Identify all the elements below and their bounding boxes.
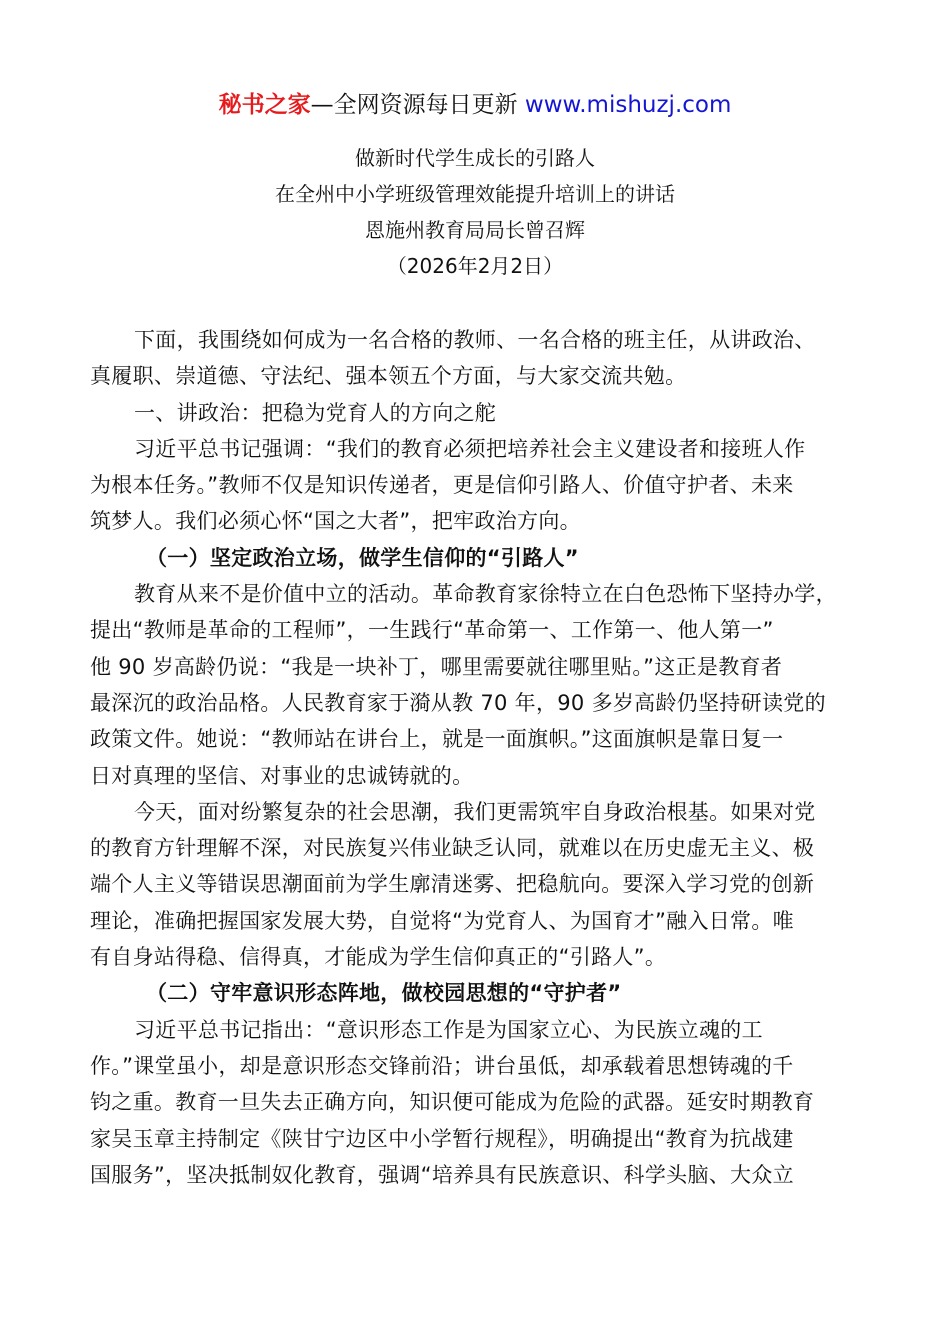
paragraph-line: 为根本任务。”教师不仅是知识传递者，更是信仰引路人、价值守护者、未来 bbox=[90, 473, 794, 498]
document-date: （2026年2月2日） bbox=[386, 254, 564, 278]
site-url-link[interactable]: www.mishuzj.com bbox=[524, 92, 732, 118]
document-subtitle: 在全州中小学班级管理效能提升培训上的讲话 bbox=[275, 182, 675, 206]
paragraph-line: 今天，面对纷繁复杂的社会思潮，我们更需筑牢自身政治根基。如果对党 bbox=[134, 799, 816, 824]
section-subheading: （一）坚定政治立场，做学生信仰的“引路人” bbox=[146, 545, 579, 570]
paragraph-line: 钧之重。教育一旦失去正确方向，知识便可能成为危险的武器。延安时期教育 bbox=[90, 1090, 815, 1115]
banner-tagline: —全网资源每日更新 bbox=[310, 92, 518, 118]
paragraph-line: 真履职、崇道德、守法纪、强本领五个方面，与大家交流共勉。 bbox=[90, 364, 687, 389]
paragraph-line: 最深沉的政治品格。人民教育家于漪从教 70 年，90 多岁高龄仍坚持研读党的 bbox=[90, 690, 826, 715]
paragraph-line: 筑梦人。我们必须心怀“国之大者”，把牢政治方向。 bbox=[90, 509, 581, 534]
paragraph-line: 理论，准确把握国家发展大势，自觉将“为党育人、为国育才”融入日常。唯 bbox=[90, 908, 794, 933]
paragraph-line: 他 90 岁高龄仍说：“我是一块补丁，哪里需要就往哪里贴。”这正是教育者 bbox=[90, 654, 783, 679]
document-title: 做新时代学生成长的引路人 bbox=[355, 146, 595, 170]
document-title-block bbox=[0, 140, 950, 284]
paragraph-line: 端个人主义等错误思潮面前为学生廓清迷雾、把稳航向。要深入学习党的创新 bbox=[90, 872, 815, 897]
paragraph-line: 的教育方针理解不深，对民族复兴伟业缺乏认同，就难以在历史虚无主义、极 bbox=[90, 836, 815, 861]
paragraph-line: 教育从来不是价值中立的活动。革命教育家徐特立在白色恐怖下坚持办学， bbox=[134, 582, 837, 607]
site-banner bbox=[0, 88, 950, 122]
paragraph-line: 下面，我围绕如何成为一名合格的教师、一名合格的班主任，从讲政治、 bbox=[134, 328, 816, 352]
paragraph-line: 习近平总书记强调：“我们的教育必须把培养社会主义建设者和接班人作 bbox=[134, 436, 806, 461]
paragraph-line: 政策文件。她说：“教师站在讲台上，就是一面旗帜。”这面旗帜是靠日复一 bbox=[90, 727, 784, 752]
paragraph-line: 提出“教师是革命的工程师”，一生践行“革命第一、工作第一、他人第一” bbox=[90, 618, 774, 643]
document-body bbox=[90, 322, 870, 1193]
paragraph-line: 日对真理的坚信、对事业的忠诚铸就的。 bbox=[90, 763, 474, 788]
section-heading: 一、讲政治：把稳为党育人的方向之舵 bbox=[134, 400, 497, 425]
paragraph-line: 国服务”，坚决抵制奴化教育，强调“培养具有民族意识、科学头脑、大众立 bbox=[90, 1162, 794, 1187]
paragraph-line: 习近平总书记指出：“意识形态工作是为国家立心、为民族立魂的工 bbox=[134, 1017, 763, 1042]
document-author: 恩施州教育局局长曾召辉 bbox=[365, 218, 585, 242]
brand-name: 秘书之家 bbox=[218, 92, 311, 118]
paragraph-line: 有自身站得稳、信得真，才能成为学生信仰真正的“引路人”。 bbox=[90, 945, 667, 970]
paragraph-line: 作。”课堂虽小，却是意识形态交锋前沿；讲台虽低，却承载着思想铸魂的千 bbox=[90, 1053, 794, 1078]
section-subheading: （二）守牢意识形态阵地，做校园思想的“守护者” bbox=[146, 981, 622, 1006]
paragraph-line: 家吴玉章主持制定《陕甘宁边区中小学暂行规程》，明确提出“教育为抗战建 bbox=[90, 1126, 794, 1151]
